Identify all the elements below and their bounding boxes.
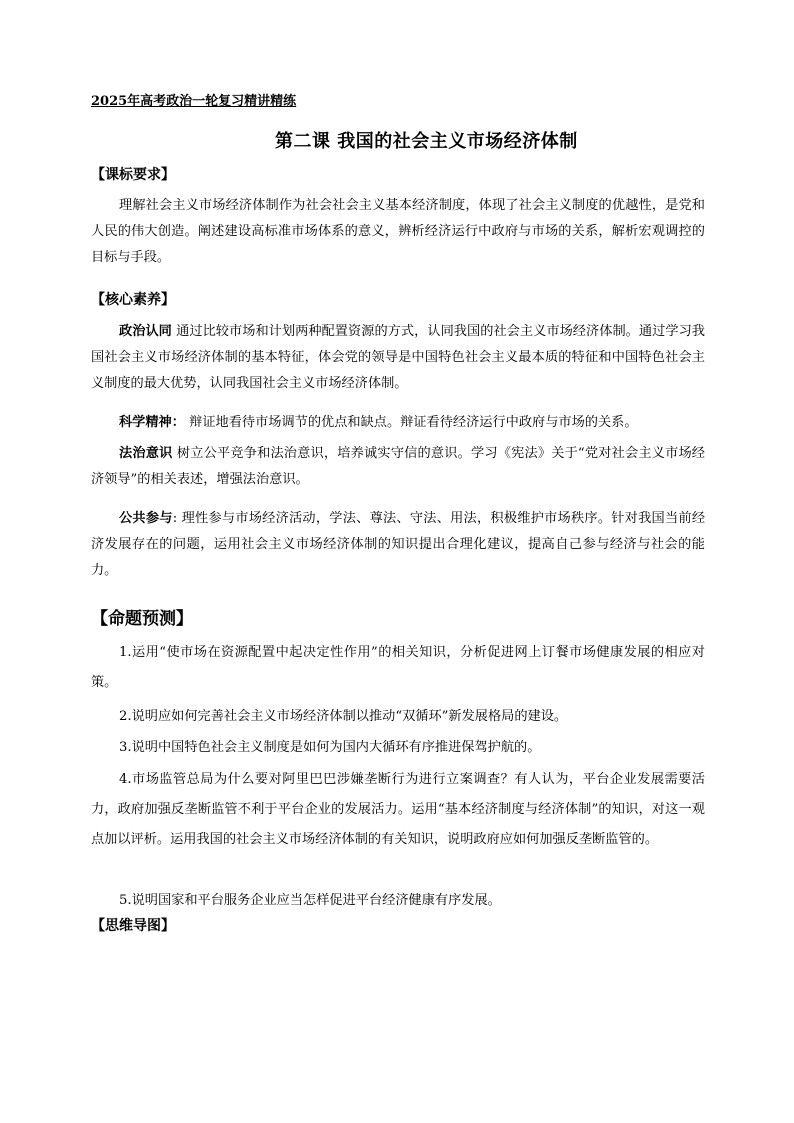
curriculum-heading: 【课标要求】 bbox=[91, 167, 175, 183]
series-title: 2025年高考政治一轮复习精讲精练 bbox=[91, 94, 297, 109]
prediction-item: 2.说明应如何完善社会主义市场经济体制以推动“双循环”新发展格局的建设。 bbox=[119, 709, 568, 724]
prediction-item: 5.说明国家和平台服务企业应当怎样促进平台经济健康有序发展。 bbox=[119, 893, 501, 908]
mindmap-heading: 【思维导图】 bbox=[91, 918, 175, 934]
literacy-label: 法治意识 bbox=[119, 446, 173, 461]
literacy-text: 通过比较市场和计划两种配置资源的方式，认同我国的社会主义市场经济体制。通过学习我国社会主义市场经济体制的基本特征，体会党的领导是中国特色社会主义最本质的特征和中国特色社会主义制度的最大优势，认同我国社会主义市场经济体制。 bbox=[91, 324, 705, 391]
lesson-title: 第二课 我国的社会主义市场经济体制 bbox=[275, 131, 578, 152]
literacy-text: 树立公平竞争和法治意识，培养诚实守信的意识。学习《宪法》关于“党对社会主义市场经济领导”的相关表述，增强法治意识。 bbox=[91, 446, 705, 487]
literacy-item-science bbox=[91, 410, 705, 436]
literacy-item-law bbox=[91, 441, 705, 493]
literacy-heading: 【核心素养】 bbox=[91, 292, 175, 308]
literacy-text: 辩证地看待市场调节的优点和缺点。辩证看待经济运行中政府与市场的关系。 bbox=[184, 415, 638, 430]
literacy-label: 科学精神： bbox=[119, 415, 185, 430]
prediction-item: 4.市场监管总局为什么要对阿里巴巴涉嫌垄断行为进行立案调查？有人认为，平台企业发展需要活力，政府加强反垄断监管不利于平台企业的发展活力。运用“基本经济制度与经济体制”的知识，对这一观点加以评析。运用我国的社会主义市场经济体制的有关知识，说明政府应如何加强反垄断监管的。 bbox=[91, 772, 705, 847]
prediction-heading: 【命题预测】 bbox=[91, 609, 193, 629]
curriculum-text: 理解社会主义市场经济体制作为社会社会主义基本经济制度，体现了社会主义制度的优越性，是党和人民的伟大创造。阐述建设高标准市场体系的意义，辨析经济运行中政府与市场的关系，解析宏观调控的目标与手段。 bbox=[91, 198, 705, 265]
literacy-text: : 理性参与市场经济活动，学法、尊法、守法、用法，积极维护市场秩序。针对我国当前经济发展存在的问题，运用社会主义市场经济体制的知识提出合理化建议，提高自己参与经济与社会的能力。 bbox=[91, 511, 706, 578]
prediction-item: 1.运用“使市场在资源配置中起决定性作用”的相关知识，分析促进网上订餐市场健康发展的相应对策。 bbox=[91, 645, 705, 690]
literacy-item-political bbox=[91, 319, 705, 397]
literacy-item-public bbox=[91, 506, 705, 584]
literacy-label: 政治认同 bbox=[119, 324, 172, 339]
prediction-item: 3.说明中国特色社会主义制度是如何为国内大循环有序推进保驾护航的。 bbox=[119, 740, 541, 755]
literacy-label: 公共参与 bbox=[119, 511, 173, 526]
